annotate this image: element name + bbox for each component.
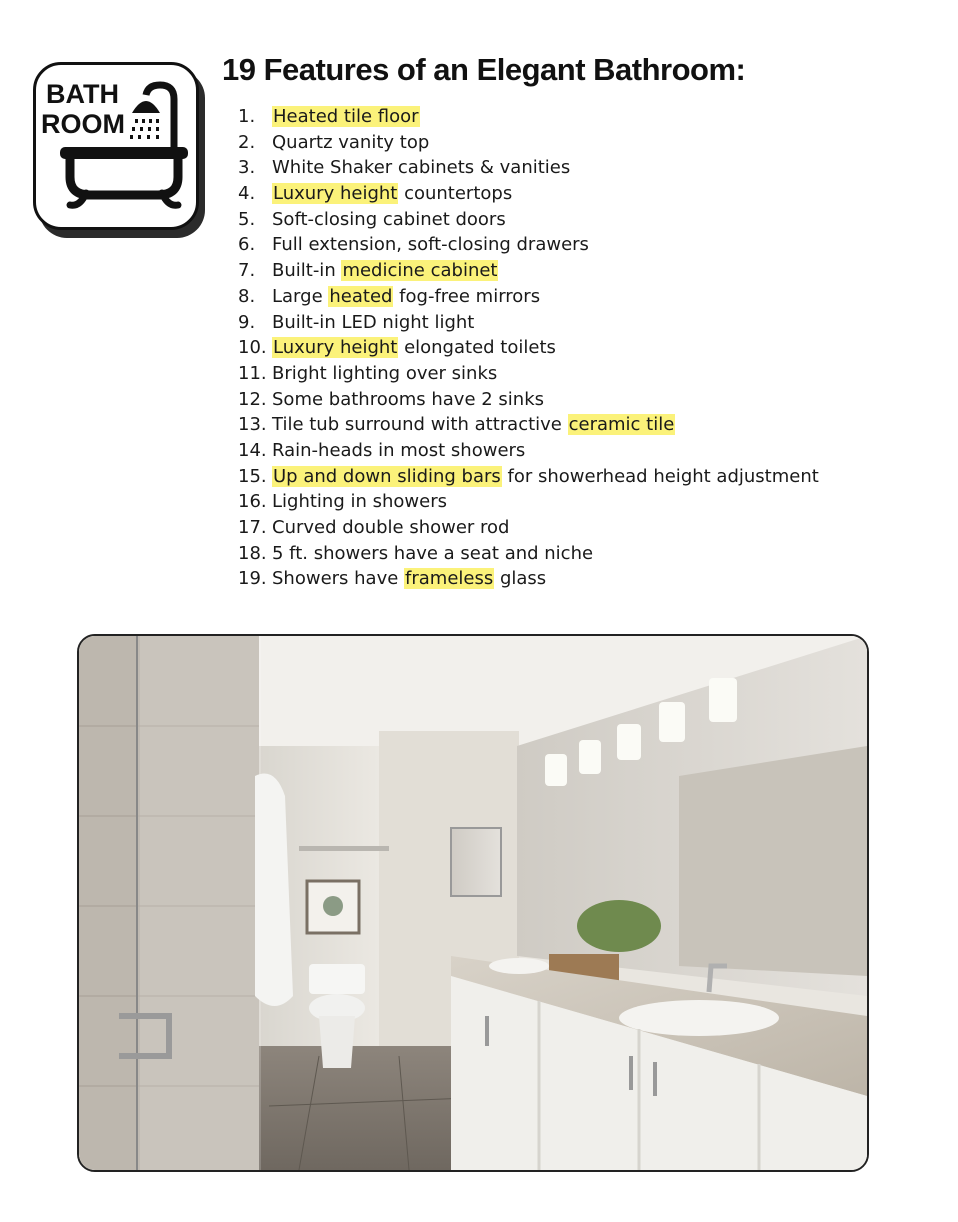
feature-number: 4. [238,183,256,205]
feature-number: 17. [238,517,267,538]
features-list [238,104,819,592]
feature-item [238,387,819,413]
bathtub-shower-icon [36,65,196,227]
feature-item [238,207,819,233]
feature-text: Tile tub surround with attractive [272,414,568,436]
feature-item [238,361,819,387]
feature-highlight-text: Up and down sliding bars [273,465,501,487]
feature-number: 6. [238,234,256,256]
feature-item [238,130,819,156]
feature-item [238,232,819,258]
feature-item [238,464,819,490]
feature-text: Bright lighting over sinks [272,362,498,384]
feature-number: 9. [238,311,256,333]
feature-text: Showers have [272,568,405,590]
bathroom-logo [33,62,199,230]
feature-text: elongated toilets [398,337,556,359]
feature-number: 3. [238,157,256,179]
feature-highlight-text: heated [329,285,393,307]
feature-text: Full extension, soft-closing drawers [272,234,589,256]
feature-number: 19. [238,568,267,590]
feature-number: 8. [238,285,256,307]
feature-number: 14. [238,439,267,461]
feature-item [238,489,819,515]
feature-item [238,284,819,310]
feature-text: countertops [398,183,513,205]
feature-item [238,541,819,567]
feature-number: 18. [238,542,267,564]
feature-number: 7. [238,260,256,282]
feature-text: 5 ft. showers have a seat and niche [272,542,594,564]
feature-text: Lighting in showers [272,491,447,513]
feature-item [238,181,819,207]
feature-highlight-text: Luxury height [273,183,398,205]
feature-number: 12. [238,388,267,410]
feature-item [238,438,819,464]
feature-text: Quartz vanity top [272,131,430,153]
logo-text-bath: BATH [46,79,119,109]
feature-number: 5. [238,208,256,230]
feature-number: 1. [238,106,256,127]
feature-text: Some bathrooms have 2 sinks [272,388,545,410]
feature-item [238,104,819,130]
logo-text-room: ROOM [41,109,125,139]
feature-number: 2. [238,131,256,153]
feature-text: White Shaker cabinets & vanities [272,157,571,179]
feature-item [238,310,819,336]
feature-text: Curved double shower rod [272,517,510,538]
feature-number: 11. [238,362,267,384]
feature-highlight-text: ceramic tile [568,414,675,436]
feature-item [238,566,819,592]
feature-highlight-text: Luxury height [273,337,398,359]
feature-text: Large [272,285,329,307]
feature-text: Rain-heads in most showers [272,439,526,461]
feature-text: fog-free mirrors [393,285,541,307]
feature-highlight-text: Heated tile floor [273,106,419,127]
feature-number: 10. [238,337,267,359]
feature-number: 16. [238,491,267,513]
bathroom-photo [77,634,869,1172]
feature-text: for showerhead height adjustment [501,465,819,487]
feature-item [238,515,819,541]
feature-text: Soft-closing cabinet doors [272,208,506,230]
feature-text: glass [494,568,547,590]
feature-number: 13. [238,414,267,436]
page-title: 19 Features of an Elegant Bathroom: [222,52,746,87]
feature-item [238,335,819,361]
feature-text: Built-in LED night light [272,311,475,333]
feature-highlight-text: medicine cabinet [342,260,498,282]
feature-text: Built-in [272,260,342,282]
feature-item [238,155,819,181]
feature-item [238,412,819,438]
feature-number: 15. [238,465,267,487]
feature-item [238,258,819,284]
feature-highlight-text: frameless [405,568,494,590]
